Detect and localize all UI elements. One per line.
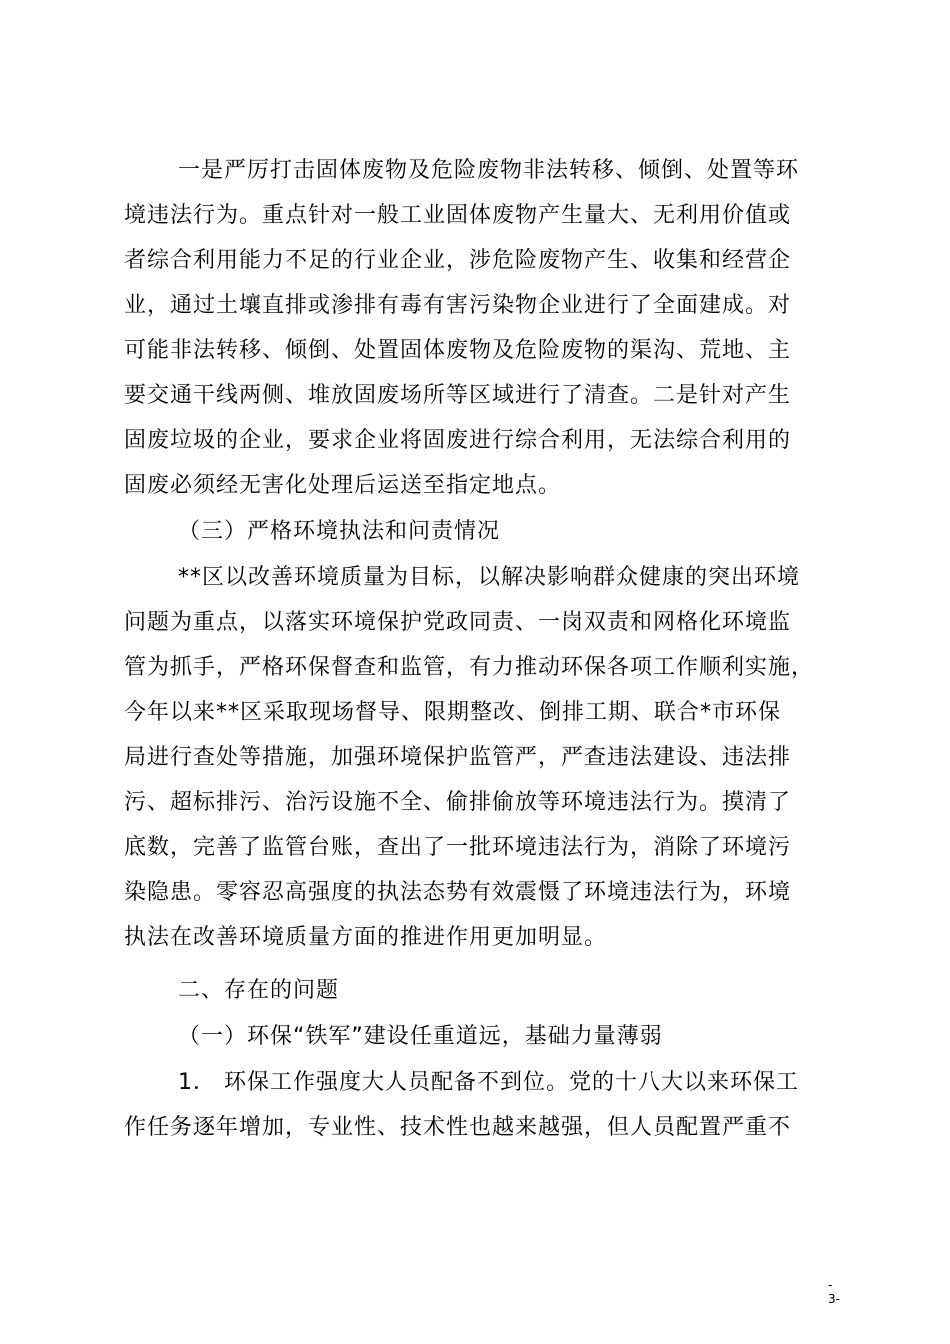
paragraph-2-line-6: 污、超标排污、治污设施不全、偷排偷放等环境违法行为。摸清了 (124, 790, 792, 815)
paragraph-1-line-3: 者综合利用能力不足的行业企业，涉危险废物产生、收集和经营企 (124, 248, 792, 273)
section-2-title: 二、存在的问题 (178, 978, 340, 1003)
paragraph-1-line-7: 固废垃圾的企业，要求企业将固废进行综合利用，无法综合利用的 (124, 428, 792, 453)
page-number: - 3- (828, 1278, 840, 1306)
paragraph-3-line-2: 作任务逐年增加，专业性、技术性也越来越强，但人员配置严重不 (124, 1115, 792, 1140)
paragraph-2-line-4: 今年以来**区采取现场督导、限期整改、倒排工期、联合*市环保 (124, 700, 782, 725)
paragraph-1-line-6: 要交通干线两侧、堆放固废场所等区域进行了清查。二是针对产生 (124, 383, 792, 408)
paragraph-1-line-5: 可能非法转移、倾倒、处置固体废物及危险废物的渠沟、荒地、主 (124, 338, 792, 363)
paragraph-1-line-2: 境违法行为。重点针对一般工业固体废物产生量大、无利用价值或 (124, 203, 792, 228)
paragraph-2-line-2: 问题为重点，以落实环境保护党政同责、一岗双责和网格化环境监 (124, 610, 792, 635)
paragraph-1-line-4: 业，通过土壤直排或渗排有毒有害污染物企业进行了全面建成。对 (124, 293, 792, 318)
paragraph-2-line-7: 底数，完善了监管台账，查出了一批环境违法行为，消除了环境污 (124, 835, 792, 860)
heading-section-3: （三）严格环境执法和问责情况 (178, 519, 501, 544)
paragraph-2-line-3: 管为抓手，严格环保督查和监管，有力推动环保各项工作顺利实施， (124, 655, 815, 680)
subsection-1-title: （一）环保“铁军”建设任重道远，基础力量薄弱 (178, 1024, 663, 1049)
paragraph-1-line-8: 固废必须经无害化处理后运送至指定地点。 (124, 473, 562, 498)
paragraph-3-line-1: 1． 环保工作强度大人员配备不到位。党的十八大以来环保工 (178, 1070, 799, 1095)
paragraph-2-line-1: **区以改善环境质量为目标，以解决影响群众健康的突出环境 (178, 565, 801, 590)
paragraph-2-line-8: 染隐患。零容忍高强度的执法态势有效震慑了环境违法行为，环境 (124, 880, 792, 905)
paragraph-2-line-5: 局进行查处等措施，加强环境保护监管严，严查违法建设、违法排 (124, 745, 792, 770)
paragraph-2-line-9: 执法在改善环境质量方面的推进作用更加明显。 (124, 925, 608, 950)
paragraph-1-line-1: 一是严厉打击固体废物及危险废物非法转移、倾倒、处置等环 (178, 158, 800, 183)
